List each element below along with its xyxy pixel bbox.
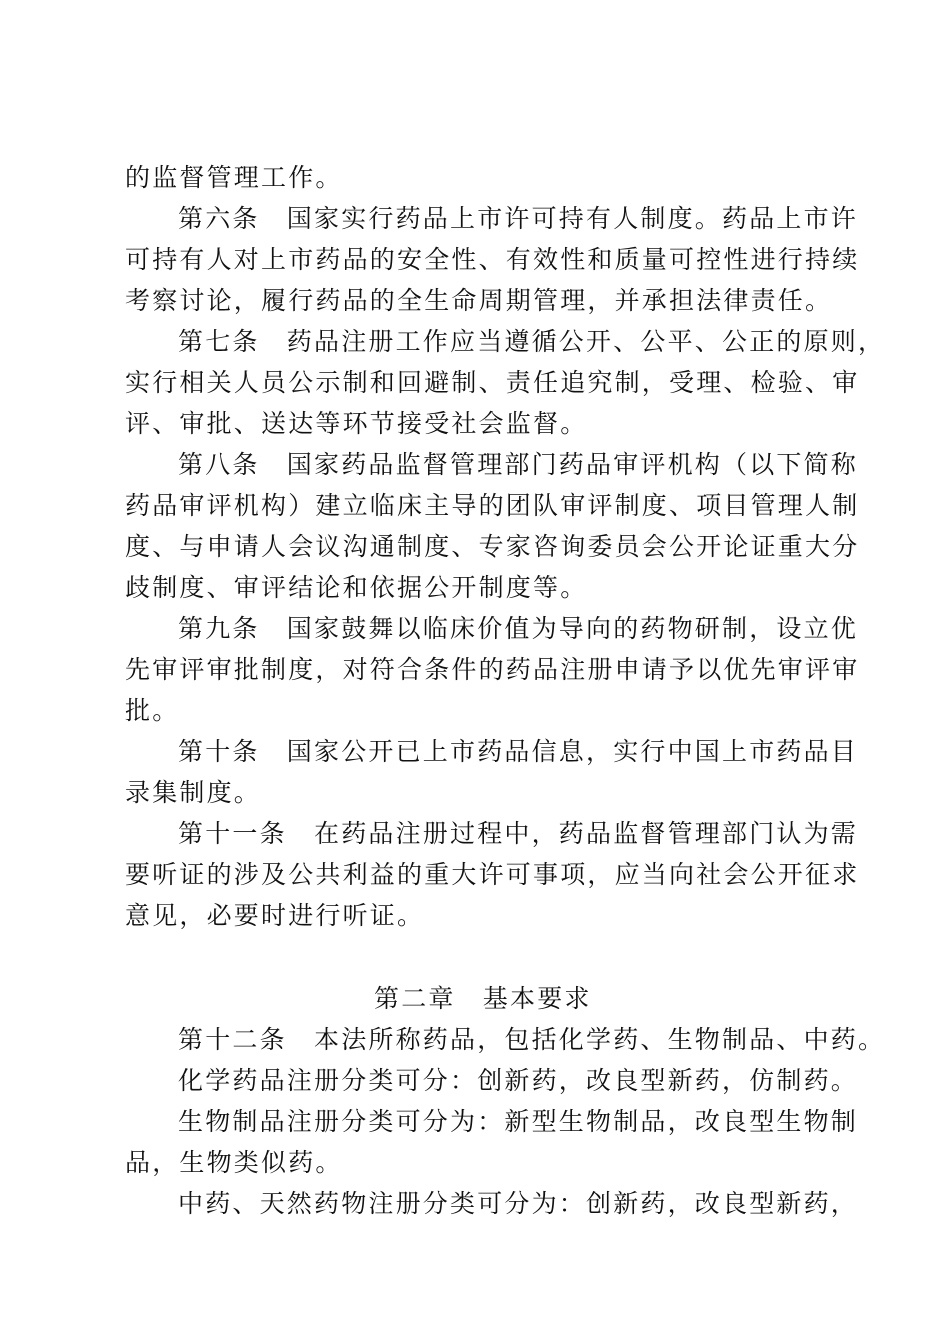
article-12-line: 第十二条 本法所称药品，包括化学药、生物制品、中药。 xyxy=(178,1025,886,1054)
text-line: 品，生物类似药。 xyxy=(125,1148,343,1177)
text-line: 录集制度。 xyxy=(125,778,262,807)
text-line: 生物制品注册分类可分为：新型生物制品，改良型生物制 xyxy=(178,1107,859,1136)
article-8-line: 第八条 国家药品监督管理部门药品审评机构（以下简称 xyxy=(178,450,859,479)
text-line: 考察讨论，履行药品的全生命周期管理，并承担法律责任。 xyxy=(125,286,833,315)
text-line: 实行相关人员公示制和回避制、责任追究制，受理、检验、审 xyxy=(125,368,860,397)
text-line: 歧制度、审评结论和依据公开制度等。 xyxy=(125,573,588,602)
text-line: 先审评审批制度，对符合条件的药品注册申请予以优先审评审 xyxy=(125,655,860,684)
text-line: 意见，必要时进行听证。 xyxy=(125,901,425,930)
article-11-line: 第十一条 在药品注册过程中，药品监督管理部门认为需 xyxy=(178,819,859,848)
text-line: 批。 xyxy=(125,696,180,725)
chapter-heading: 第二章 基本要求 xyxy=(374,984,592,1013)
text-line: 中药、天然药物注册分类可分为：创新药，改良型新药， xyxy=(178,1189,859,1218)
text-line: 药品审评机构）建立临床主导的团队审评制度、项目管理人制 xyxy=(125,491,860,520)
text-line: 可持有人对上市药品的安全性、有效性和质量可控性进行持续 xyxy=(125,245,860,274)
text-line: 度、与申请人会议沟通制度、专家咨询委员会公开论证重大分 xyxy=(125,532,860,561)
text-line: 评、审批、送达等环节接受社会监督。 xyxy=(125,409,588,438)
text-line: 化学药品注册分类可分：创新药，改良型新药，仿制药。 xyxy=(178,1066,859,1095)
text-line: 要听证的涉及公共利益的重大许可事项，应当向社会公开征求 xyxy=(125,860,860,889)
article-6-line: 第六条 国家实行药品上市许可持有人制度。药品上市许 xyxy=(178,204,859,233)
article-9-line: 第九条 国家鼓舞以临床价值为导向的药物研制，设立优 xyxy=(178,614,859,643)
article-7-line: 第七条 药品注册工作应当遵循公开、公平、公正的原则， xyxy=(178,327,886,356)
text-line: 的监督管理工作。 xyxy=(125,163,343,192)
article-10-line: 第十条 国家公开已上市药品信息，实行中国上市药品目 xyxy=(178,737,859,766)
